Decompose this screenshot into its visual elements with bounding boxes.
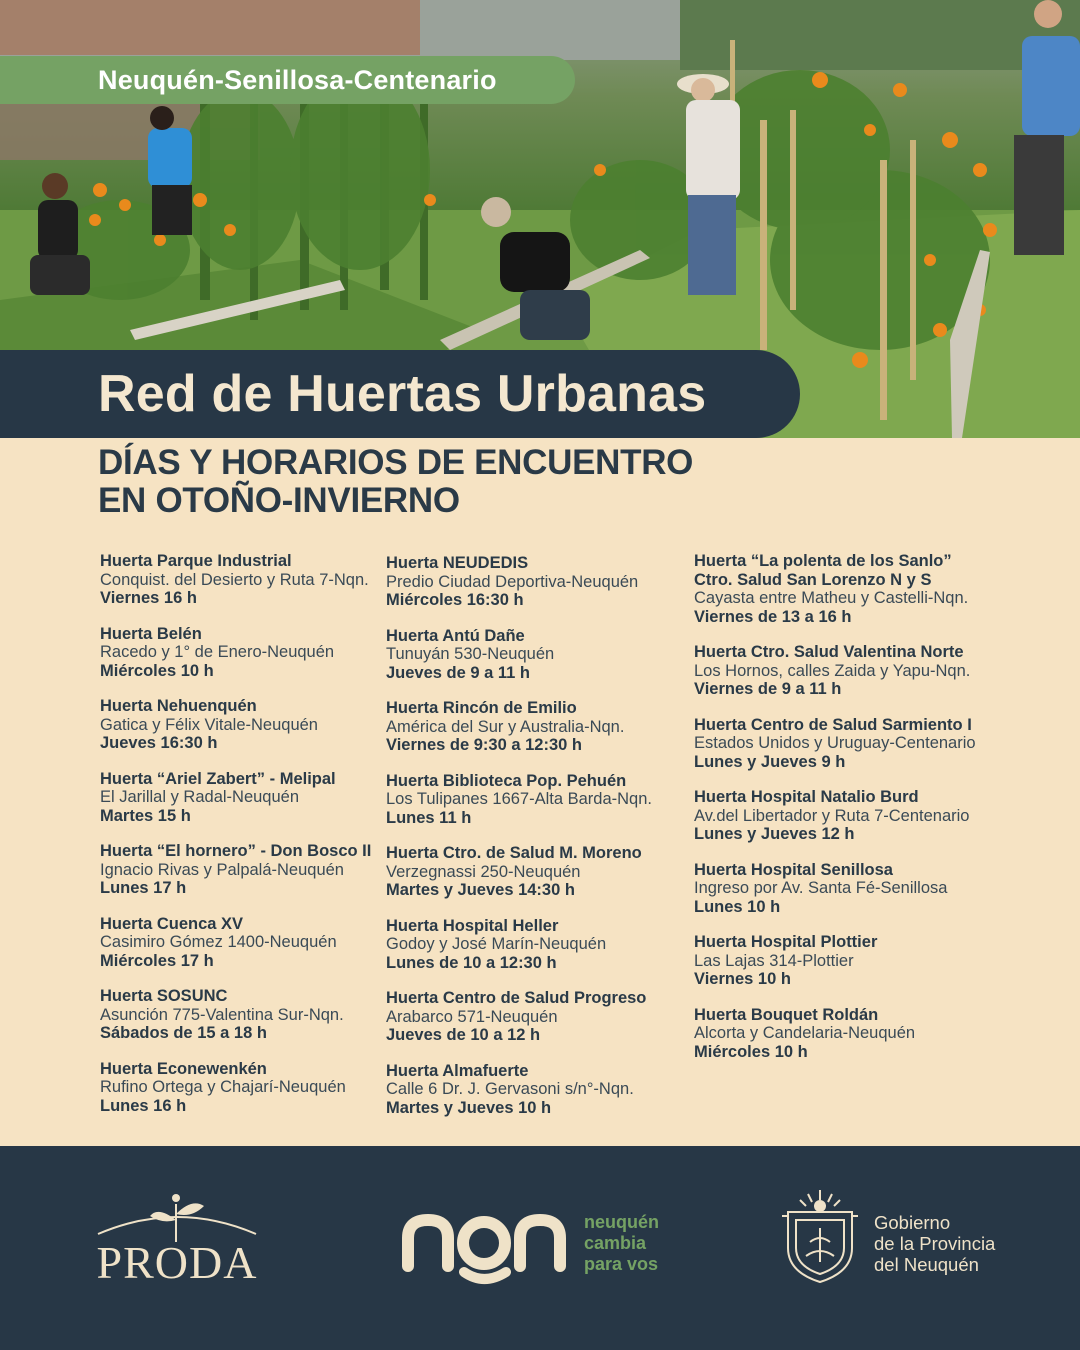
location-text: Neuquén-Senillosa-Centenario xyxy=(98,64,497,95)
garden-name: Huerta Almafuerte xyxy=(386,1061,529,1080)
garden-entry xyxy=(100,987,382,1043)
garden-time: Martes 15 h xyxy=(100,806,191,825)
garden-address: Racedo y 1° de Enero-Neuquén xyxy=(100,643,335,661)
garden-name: Huerta Rincón de Emilio xyxy=(386,699,577,717)
garden-entry xyxy=(100,1060,382,1116)
garden-time: Lunes de 10 a 12:30 h xyxy=(386,953,557,972)
garden-address: Los Tulipanes 1667-Alta Barda-Nqn. xyxy=(386,790,652,808)
garden-name: Huerta Biblioteca Pop. Pehuén xyxy=(386,771,627,790)
gob-line-3: del Neuquén xyxy=(874,1254,979,1275)
location-banner xyxy=(0,56,575,104)
garden-address: Gatica y Félix Vitale-Neuquén xyxy=(100,715,318,734)
garden-address: América del Sur y Australia-Nqn. xyxy=(386,717,625,736)
garden-time: Jueves 16:30 h xyxy=(100,734,218,752)
garden-name: Huerta Ctro. Salud Valentina Norte xyxy=(694,643,964,661)
garden-entry xyxy=(100,552,382,608)
garden-entry xyxy=(100,770,382,826)
garden-entry xyxy=(694,861,1024,917)
schedule-column-1 xyxy=(100,552,382,1132)
garden-entry xyxy=(386,989,686,1045)
garden-name: Huerta Belén xyxy=(100,624,202,643)
nqn-logo xyxy=(402,1208,567,1288)
nqn-slogan-line-3: para vos xyxy=(584,1254,659,1274)
garden-time: Miércoles 10 h xyxy=(694,1042,808,1061)
garden-name: Huerta “Ariel Zabert” - Melipal xyxy=(100,769,336,788)
garden-name: Huerta SOSUNC xyxy=(100,987,228,1005)
garden-address: Las Lajas 314-Plottier xyxy=(694,951,854,970)
garden-entry xyxy=(100,625,382,681)
garden-entry xyxy=(100,915,382,971)
garden-time: Miércoles 10 h xyxy=(100,661,214,680)
garden-address: Ingreso por Av. Santa Fé-Senillosa xyxy=(694,879,948,897)
garden-entry xyxy=(100,697,382,753)
garden-address: El Jarillal y Radal-Neuquén xyxy=(100,788,300,806)
garden-time: Lunes y Jueves 12 h xyxy=(694,825,855,843)
garden-address: Av.del Libertador y Ruta 7-Centenario xyxy=(694,806,970,825)
garden-time: Sábados de 15 a 18 h xyxy=(100,1024,267,1042)
proda-wordmark: PRODA xyxy=(96,1237,258,1288)
garden-address: Rufino Ortega y Chajarí-Neuquén xyxy=(100,1078,346,1096)
page-title: Red de Huertas Urbanas xyxy=(98,365,707,423)
garden-address: Predio Ciudad Deportiva-Neuquén xyxy=(386,572,639,591)
garden-address: Godoy y José Marín-Neuquén xyxy=(386,935,607,953)
garden-address: Estados Unidos y Uruguay-Centenario xyxy=(694,734,976,752)
garden-entry xyxy=(386,772,686,828)
garden-time: Jueves de 9 a 11 h xyxy=(386,663,531,682)
garden-address: Ignacio Rivas y Palpalá-Neuquén xyxy=(100,860,344,879)
garden-name: Huerta Antú Dañe xyxy=(386,626,525,645)
province-emblem xyxy=(778,1186,862,1286)
nqn-slogan-line-2: cambia xyxy=(584,1233,647,1253)
garden-entry xyxy=(694,643,1024,699)
garden-entry xyxy=(386,844,686,900)
garden-entry xyxy=(694,788,1024,844)
nqn-slogan xyxy=(584,1212,704,1275)
province-government-label xyxy=(874,1212,1054,1275)
schedule-subtitle xyxy=(98,444,978,520)
garden-name-line-2: Ctro. Salud San Lorenzo N y S xyxy=(694,570,932,589)
garden-entry xyxy=(694,933,1024,989)
garden-name: Huerta Cuenca XV xyxy=(100,914,244,933)
gob-line-1: Gobierno xyxy=(874,1212,951,1233)
garden-entry xyxy=(386,554,686,610)
garden-entry xyxy=(100,842,382,898)
garden-time: Lunes 10 h xyxy=(694,897,781,916)
nqn-wordmark-icon xyxy=(402,1208,567,1288)
gob-line-2: de la Provincia xyxy=(874,1233,996,1254)
footer-logos xyxy=(0,1146,1080,1350)
garden-entry xyxy=(694,716,1024,772)
garden-time: Viernes de 9 a 11 h xyxy=(694,680,842,698)
garden-entry xyxy=(386,627,686,683)
garden-name: Huerta Centro de Salud Sarmiento I xyxy=(694,715,972,734)
garden-name: Huerta Ctro. de Salud M. Moreno xyxy=(386,844,642,862)
garden-name: Huerta Bouquet Roldán xyxy=(694,1005,879,1024)
garden-entry xyxy=(694,1006,1024,1062)
garden-name: Huerta Hospital Senillosa xyxy=(694,860,893,879)
garden-photo xyxy=(0,0,1080,438)
garden-time: Miércoles 17 h xyxy=(100,951,214,970)
garden-time: Jueves de 10 a 12 h xyxy=(386,1026,541,1044)
garden-name: Huerta Hospital Plottier xyxy=(694,933,878,951)
garden-address: Arabarco 571-Neuquén xyxy=(386,1007,558,1026)
schedule-column-3 xyxy=(694,552,1024,1078)
garden-name: Huerta “El hornero” - Don Bosco II xyxy=(100,842,372,860)
garden-time: Martes y Jueves 14:30 h xyxy=(386,881,575,899)
garden-address: Calle 6 Dr. J. Gervasoni s/n°-Nqn. xyxy=(386,1080,634,1098)
subtitle-line-1: DÍAS Y HORARIOS DE ENCUENTRO xyxy=(98,443,694,482)
garden-entry xyxy=(386,917,686,973)
garden-time: Lunes 16 h xyxy=(100,1096,187,1115)
garden-time: Lunes 17 h xyxy=(100,879,187,897)
garden-entry xyxy=(694,552,1024,626)
garden-address: Tunuyán 530-Neuquén xyxy=(386,645,555,663)
garden-name: Huerta Hospital Heller xyxy=(386,916,559,935)
garden-address: Los Hornos, calles Zaida y Yapu-Nqn. xyxy=(694,661,971,680)
garden-name: Huerta Parque Industrial xyxy=(100,552,292,570)
garden-time: Miércoles 16:30 h xyxy=(386,591,524,609)
garden-name: Huerta “La polenta de los Sanlo” xyxy=(694,552,952,570)
schedule-column-2 xyxy=(386,554,686,1134)
garden-time: Martes y Jueves 10 h xyxy=(386,1098,552,1117)
garden-address: Asunción 775-Valentina Sur-Nqn. xyxy=(100,1005,344,1024)
garden-entry xyxy=(386,699,686,755)
garden-name: Huerta Econewenkén xyxy=(100,1059,267,1078)
title-banner xyxy=(0,350,800,438)
garden-time: Viernes de 9:30 a 12:30 h xyxy=(386,736,582,754)
garden-address: Verzegnassi 250-Neuquén xyxy=(386,862,581,881)
garden-address: Conquist. del Desierto y Ruta 7-Nqn. xyxy=(100,570,369,589)
garden-time: Viernes 10 h xyxy=(694,970,791,988)
subtitle-line-2: EN OTOÑO-INVIERNO xyxy=(98,481,460,520)
province-shield-icon xyxy=(778,1186,862,1286)
garden-name: Huerta Hospital Natalio Burd xyxy=(694,788,919,806)
garden-time: Viernes 16 h xyxy=(100,589,197,607)
garden-name: Huerta NEUDEDIS xyxy=(386,554,529,572)
garden-time: Lunes y Jueves 9 h xyxy=(694,752,846,771)
garden-time: Viernes de 13 a 16 h xyxy=(694,607,852,626)
nqn-slogan-line-1: neuquén xyxy=(584,1212,659,1232)
garden-name: Huerta Nehuenquén xyxy=(100,697,257,715)
proda-logo xyxy=(92,1190,262,1290)
garden-address: Cayasta entre Matheu y Castelli-Nqn. xyxy=(694,589,969,607)
garden-address: Alcorta y Candelaria-Neuquén xyxy=(694,1024,916,1042)
garden-time: Lunes 11 h xyxy=(386,808,472,827)
garden-entry xyxy=(386,1062,686,1118)
garden-address: Casimiro Gómez 1400-Neuquén xyxy=(100,933,337,951)
garden-name: Huerta Centro de Salud Progreso xyxy=(386,989,647,1007)
